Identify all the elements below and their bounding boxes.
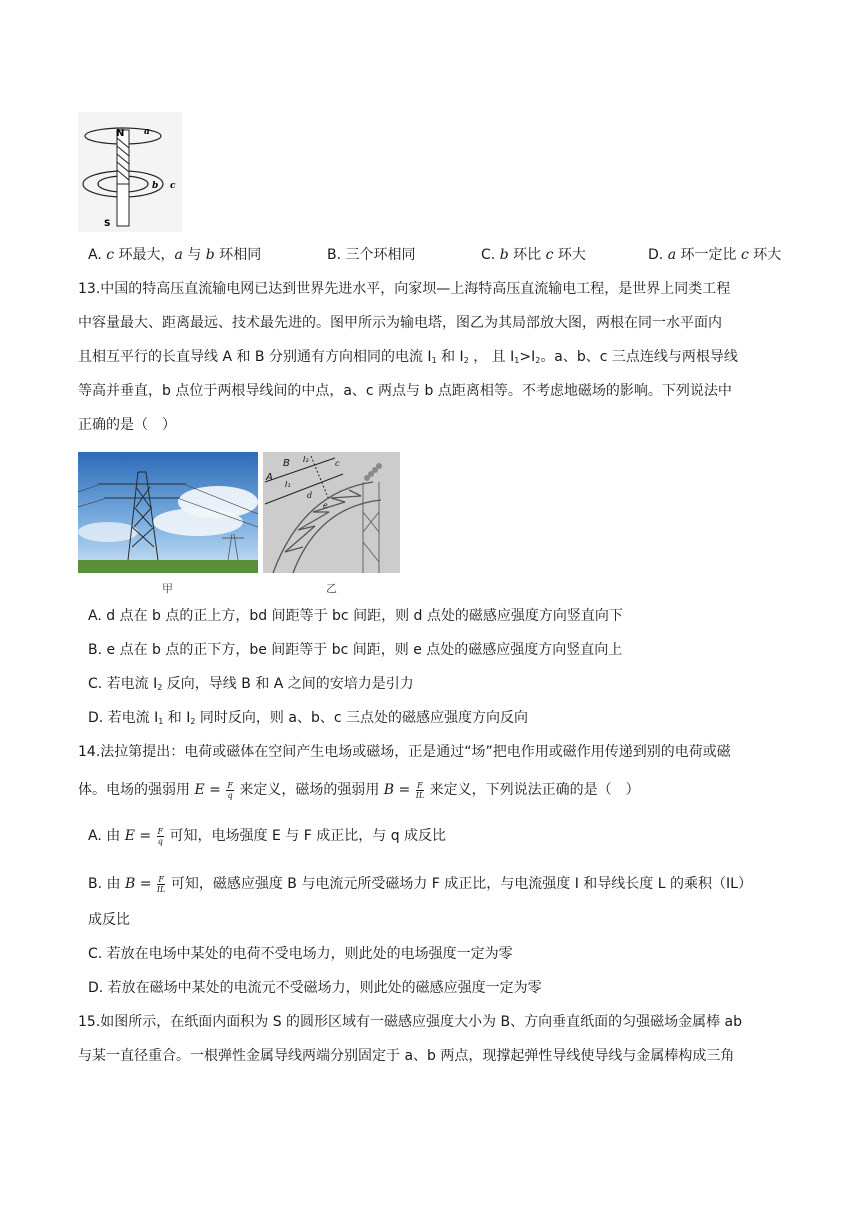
q13-stem-line-5: 正确的是（ ） [78, 417, 176, 433]
q14-stem-line-1: 14.法拉第提出：电荷或磁体在空间产生电场或磁场，正是通过“场”把电作用或磁作用传递到别的电荷或磁 [78, 744, 731, 760]
q13-option-c[interactable]: C. 若电流 $I_2$ 反向，导线 B 和 A 之间的安培力是引力 [88, 676, 414, 692]
q13-option-a[interactable]: A. d 点在 b 点的正上方，bd 间距等于 bc 间距，则 d 点处的磁感应强度方向竖直向下 [88, 608, 623, 624]
ring-b-label: b [152, 181, 159, 191]
current-i2-label: I₂ [303, 455, 309, 464]
q12-option-c[interactable]: C. b 环比 c 环大 [481, 247, 586, 263]
q13-stem-line-1: 13.中国的特高压直流输电网已达到世界先进水平，向家坝—上海特高压直流输电工程，是世界上同类工程 [78, 281, 731, 297]
ring-a-label: a [144, 127, 150, 137]
current-i1-label: I₁ [285, 480, 291, 489]
q12-option-d[interactable]: D. a 环一定比 c 环大 [648, 247, 782, 263]
q12-option-b[interactable]: B. 三个环相同 [327, 247, 416, 263]
q13-stem-line-3: 且相互平行的长直导线 A 和 B 分别通有方向相同的电流 $I_1$ 和 $I_2$ ， 且 $I_1>I_2$。a、b、c 三点连线与两根导线 [78, 349, 738, 365]
q14-option-b[interactable]: B. 由 B = $\frac{F}{IL}$ 可知，磁感应强度 B 与电流元所受磁场力 F 成正比，与电流强度 I 和导线长度 L 的乘积（IL） [88, 874, 752, 894]
q13-stem-line-4: 等高并垂直，b 点位于两根导线间的中点，a、c 两点与 b 点距离相等。不考虑地磁场的影响。下列说法中 [78, 383, 732, 399]
magnet-south-label: S [104, 219, 111, 229]
magnet-north-label: N [116, 128, 125, 139]
e-field-fraction: $\frac{F}{q}$ [227, 780, 233, 800]
q14-stem-line-2: 体。电场的强弱用 E = $\frac{F}{q}$ 来定义，磁场的强弱用 B = $\frac{F}{IL}$ 来定义，下列说法正确的是（ ） [78, 780, 640, 800]
b-field-fraction: $\frac{F}{IL}$ [415, 780, 425, 800]
wire-b-label: B [283, 458, 290, 469]
point-c-label: c [335, 459, 340, 468]
figure-caption-jia: 甲 [162, 582, 173, 595]
q15-stem-line-2: 与某一直径重合。一根弹性金属导线两端分别固定于 a、b 两点，现撑起弹性导线使导线与金属棒构成三角 [78, 1048, 735, 1064]
point-e-label: e [323, 501, 328, 510]
q14-option-a[interactable]: A. 由 E = $\frac{F}{q}$ 可知，电场强度 E 与 F 成正比，与 q 成反比 [88, 826, 447, 846]
q12-option-a[interactable]: A. c 环最大，a 与 b 环相同 [88, 247, 262, 263]
magnet-rings-figure [78, 112, 182, 232]
q13-stem-line-2: 中容量最大、距离最远、技术最先进的。图甲所示为输电塔，图乙为其局部放大图，两根在同一水平面内 [78, 315, 722, 331]
wire-a-label: A [266, 472, 273, 483]
q14-option-b-continued: 成反比 [88, 912, 130, 928]
q13-option-b[interactable]: B. e 点在 b 点的正下方，be 间距等于 bc 间距，则 e 点处的磁感应强度方向竖直向上 [88, 642, 623, 658]
q14-option-c[interactable]: C. 若放在电场中某处的电荷不受电场力，则此处的电场强度一定为零 [88, 946, 513, 962]
tower-detail-photo [263, 452, 400, 573]
q14-option-d[interactable]: D. 若放在磁场中某处的电流元不受磁场力，则此处的磁感应强度一定为零 [88, 980, 542, 996]
q13-option-d[interactable]: D. 若电流 $I_1$ 和 $I_2$ 同时反向，则 a、b、c 三点处的磁感应强度方向反向 [88, 710, 528, 726]
ring-c-label: c [170, 181, 176, 191]
q15-stem-line-1: 15.如图所示，在纸面内面积为 S 的圆形区域有一磁感应强度大小为 B、方向垂直纸面的匀强磁场金属棒 ab [78, 1014, 743, 1030]
transmission-tower-photo [78, 452, 258, 573]
figure-caption-yi: 乙 [326, 582, 337, 595]
point-d-label: d [307, 491, 313, 500]
